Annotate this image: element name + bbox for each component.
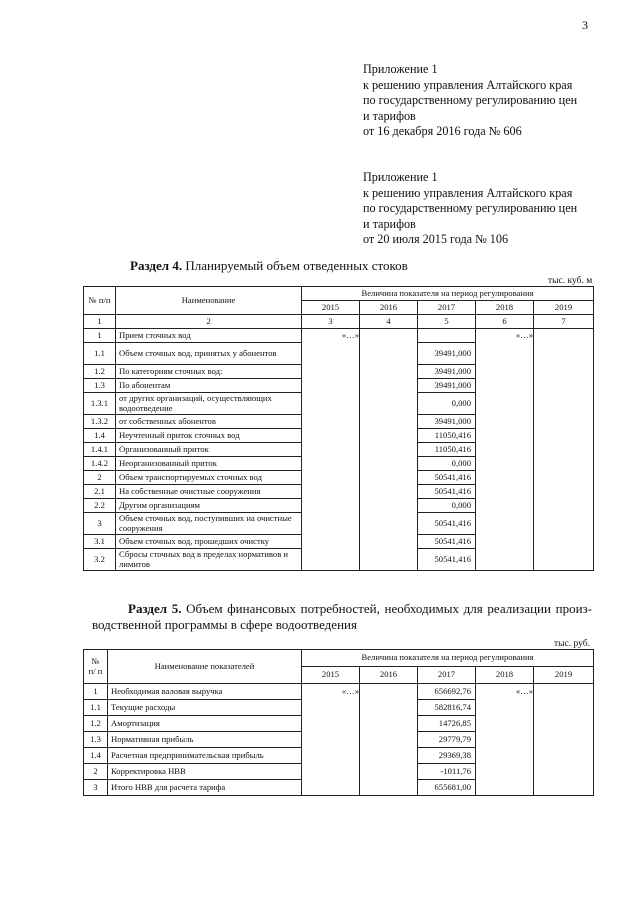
row-name: На собственные очистные сооружения (116, 485, 302, 499)
row-number: 2.1 (84, 485, 116, 499)
section4-table (83, 286, 594, 571)
table-row (84, 549, 594, 571)
header-year: 2019 (534, 301, 594, 315)
section4-label: Раздел 4. (130, 258, 183, 273)
col-number: 5 (418, 315, 476, 329)
row-number: 1 (84, 329, 116, 343)
row-name: Итого НВВ для расчета тарифа (108, 780, 302, 796)
row-name: По абонентам (116, 379, 302, 393)
col-number: 6 (476, 315, 534, 329)
header-year: 2018 (476, 301, 534, 315)
cell-2017: 11050,416 (418, 443, 476, 457)
header-name: Наименование (116, 287, 302, 315)
section5-units: тыс. руб. (554, 639, 590, 649)
row-number: 2 (84, 764, 108, 780)
row-name: Нормативная прибыль (108, 732, 302, 748)
cell-2015 (302, 716, 360, 732)
table-row (84, 535, 594, 549)
cell-2018: «…» (476, 684, 534, 700)
row-number: 3 (84, 513, 116, 535)
section5-heading (92, 601, 592, 633)
row-number: 3.2 (84, 549, 116, 571)
cell-2017: 50541,416 (418, 513, 476, 535)
cell-2015 (302, 764, 360, 780)
cell-2019 (534, 748, 594, 764)
cell-2016 (360, 485, 418, 499)
cell-2017: -1011,76 (418, 764, 476, 780)
row-name: Расчетная предпринимательская прибыль (108, 748, 302, 764)
header-year: 2016 (360, 667, 418, 684)
cell-2017: 50541,416 (418, 471, 476, 485)
cell-2018 (476, 485, 534, 499)
row-name: Сбросы сточных вод в пределах нормативов и лимитов (116, 549, 302, 571)
cell-2018 (476, 379, 534, 393)
cell-2015 (302, 748, 360, 764)
appendix-line: Приложение 1 (363, 62, 438, 76)
cell-2016 (360, 365, 418, 379)
cell-2016 (360, 429, 418, 443)
cell-2017: 50541,416 (418, 535, 476, 549)
table-row (84, 457, 594, 471)
cell-2015 (302, 499, 360, 513)
cell-2015 (302, 457, 360, 471)
appendix-line: Приложение 1 (363, 170, 438, 184)
appendix-line: по государственному регулированию цен (363, 93, 578, 107)
cell-2015 (302, 393, 360, 415)
row-name: Другим организациям (116, 499, 302, 513)
cell-2019 (534, 513, 594, 535)
cell-2017: 14726,85 (418, 716, 476, 732)
cell-2018 (476, 457, 534, 471)
cell-2018 (476, 429, 534, 443)
cell-2018 (476, 764, 534, 780)
row-name: Объем сточных вод, принятых у абонентов (116, 343, 302, 365)
cell-2018 (476, 365, 534, 379)
cell-2015 (302, 443, 360, 457)
row-name: Текущие расходы (108, 700, 302, 716)
page-number: 3 (582, 18, 588, 32)
cell-2016 (360, 499, 418, 513)
cell-2018 (476, 513, 534, 535)
row-number: 1.4.2 (84, 457, 116, 471)
cell-2018 (476, 732, 534, 748)
table-row (84, 499, 594, 513)
cell-2015 (302, 700, 360, 716)
cell-2017 (418, 329, 476, 343)
row-number: 2 (84, 471, 116, 485)
row-name: Объем сточных вод, прошедших очистку (116, 535, 302, 549)
row-number: 1 (84, 684, 108, 700)
table-row (84, 471, 594, 485)
table-row (84, 732, 594, 748)
row-number: 1.3 (84, 379, 116, 393)
table-row (84, 684, 594, 700)
cell-2016 (360, 379, 418, 393)
cell-2017: 29779,79 (418, 732, 476, 748)
header-group: Величина показателя на период регулирования (302, 287, 594, 301)
row-number: 2.2 (84, 499, 116, 513)
row-number: 1.2 (84, 365, 116, 379)
row-number: 3 (84, 780, 108, 796)
row-name: По категориям сточных вод: (116, 365, 302, 379)
cell-2019 (534, 343, 594, 365)
row-name: Корректировка НВВ (108, 764, 302, 780)
cell-2017: 29369,38 (418, 748, 476, 764)
cell-2018: «…» (476, 329, 534, 343)
table-row (84, 748, 594, 764)
appendix-block-2 (363, 170, 577, 248)
cell-2019 (534, 780, 594, 796)
col-number: 3 (302, 315, 360, 329)
cell-2015 (302, 429, 360, 443)
col-number: 2 (116, 315, 302, 329)
cell-2016 (360, 535, 418, 549)
table-row (84, 513, 594, 535)
row-name: Необходимая валовая выручка (108, 684, 302, 700)
cell-2016 (360, 780, 418, 796)
cell-2016 (360, 764, 418, 780)
cell-2015 (302, 732, 360, 748)
row-number: 3.1 (84, 535, 116, 549)
header-name: Наименование показателей (108, 650, 302, 684)
cell-2016 (360, 700, 418, 716)
cell-2017: 50541,416 (418, 485, 476, 499)
section4-title: Планируемый объем отведенных стоков (185, 258, 408, 273)
cell-2018 (476, 716, 534, 732)
cell-2016 (360, 415, 418, 429)
row-number: 1.4 (84, 748, 108, 764)
row-number: 1.3.1 (84, 393, 116, 415)
cell-2017: 0,000 (418, 457, 476, 471)
cell-2019 (534, 471, 594, 485)
row-name: Прием сточных вод (116, 329, 302, 343)
cell-2015 (302, 513, 360, 535)
row-name: от других организаций, осуществляющих водоотведение (116, 393, 302, 415)
row-number: 1.4 (84, 429, 116, 443)
cell-2018 (476, 700, 534, 716)
header-year: 2017 (418, 301, 476, 315)
row-name: от собственных абонентов (116, 415, 302, 429)
col-number: 4 (360, 315, 418, 329)
row-number: 1.1 (84, 343, 116, 365)
table-row (84, 329, 594, 343)
cell-2018 (476, 499, 534, 513)
cell-2015: «…» (302, 329, 360, 343)
cell-2016 (360, 393, 418, 415)
row-name: Неорганизованный приток (116, 457, 302, 471)
cell-2017: 50541,416 (418, 549, 476, 571)
table-row (84, 393, 594, 415)
cell-2018 (476, 535, 534, 549)
appendix-line: и тарифов (363, 216, 416, 231)
header-num: № п/ п (84, 650, 108, 684)
cell-2019 (534, 732, 594, 748)
row-number: 1.4.1 (84, 443, 116, 457)
cell-2017: 39491,000 (418, 379, 476, 393)
cell-2019 (534, 329, 594, 343)
cell-2017: 11050,416 (418, 429, 476, 443)
cell-2015 (302, 549, 360, 571)
cell-2017: 656692,76 (418, 684, 476, 700)
cell-2015: «…» (302, 684, 360, 700)
cell-2016 (360, 471, 418, 485)
cell-2016 (360, 329, 418, 343)
col-number: 1 (84, 315, 116, 329)
table-row (84, 716, 594, 732)
header-year: 2016 (360, 301, 418, 315)
cell-2018 (476, 780, 534, 796)
cell-2018 (476, 393, 534, 415)
cell-2016 (360, 549, 418, 571)
cell-2016 (360, 716, 418, 732)
header-year: 2015 (302, 667, 360, 684)
section4-units: тыс. куб. м (548, 276, 593, 286)
header-group: Величина показателя на период регулирования (302, 650, 594, 667)
cell-2017: 655681,00 (418, 780, 476, 796)
table-row (84, 429, 594, 443)
cell-2017: 39491,000 (418, 365, 476, 379)
cell-2015 (302, 415, 360, 429)
table-row (84, 415, 594, 429)
cell-2016 (360, 732, 418, 748)
cell-2019 (534, 499, 594, 513)
cell-2015 (302, 379, 360, 393)
appendix-line: от 20 июля 2015 года № 106 (363, 232, 509, 246)
cell-2015 (302, 343, 360, 365)
appendix-line: по государственному регулированию цен (363, 201, 578, 215)
table-row (84, 379, 594, 393)
appendix-block-1 (363, 62, 577, 140)
header-year: 2019 (534, 667, 594, 684)
cell-2019 (534, 457, 594, 471)
header-year: 2015 (302, 301, 360, 315)
cell-2017: 0,000 (418, 499, 476, 513)
cell-2019 (534, 379, 594, 393)
table-row (84, 764, 594, 780)
cell-2016 (360, 513, 418, 535)
cell-2016 (360, 748, 418, 764)
table-row (84, 700, 594, 716)
table-row (84, 343, 594, 365)
cell-2019 (534, 549, 594, 571)
cell-2019 (534, 764, 594, 780)
cell-2017: 39491,000 (418, 415, 476, 429)
cell-2015 (302, 535, 360, 549)
cell-2015 (302, 365, 360, 379)
cell-2016 (360, 457, 418, 471)
table-row (84, 780, 594, 796)
cell-2018 (476, 748, 534, 764)
row-number: 1.3.2 (84, 415, 116, 429)
header-year: 2017 (418, 667, 476, 684)
appendix-line: и тарифов (363, 108, 416, 123)
cell-2015 (302, 471, 360, 485)
row-name: Организованный приток (116, 443, 302, 457)
appendix-line: к решению управления Алтайского края (363, 77, 573, 92)
cell-2019 (534, 716, 594, 732)
cell-2019 (534, 535, 594, 549)
table-row (84, 485, 594, 499)
cell-2019 (534, 429, 594, 443)
cell-2018 (476, 415, 534, 429)
table-row (84, 443, 594, 457)
row-name: Объем транспортируемых сточных вод (116, 471, 302, 485)
appendix-line: к решению управления Алтайского края (363, 185, 573, 200)
cell-2018 (476, 549, 534, 571)
cell-2016 (360, 343, 418, 365)
row-name: Объем сточных вод, поступивших на очистные сооружения (116, 513, 302, 535)
cell-2018 (476, 471, 534, 485)
section5-title-line1: Объем финансовых потребностей, необходимых для реализации произ- (186, 601, 593, 616)
cell-2019 (534, 393, 594, 415)
cell-2018 (476, 443, 534, 457)
header-year: 2018 (476, 667, 534, 684)
table-row (84, 365, 594, 379)
cell-2019 (534, 700, 594, 716)
cell-2016 (360, 443, 418, 457)
cell-2019 (534, 365, 594, 379)
col-number: 7 (534, 315, 594, 329)
cell-2019 (534, 485, 594, 499)
row-name: Амортизация (108, 716, 302, 732)
row-number: 1.2 (84, 716, 108, 732)
row-number: 1.1 (84, 700, 108, 716)
header-num: № п/п (84, 287, 116, 315)
cell-2018 (476, 343, 534, 365)
cell-2019 (534, 443, 594, 457)
cell-2017: 39491,000 (418, 343, 476, 365)
cell-2019 (534, 415, 594, 429)
cell-2015 (302, 485, 360, 499)
row-number: 1.3 (84, 732, 108, 748)
cell-2019 (534, 684, 594, 700)
row-name: Неучтенный приток сточных вод (116, 429, 302, 443)
cell-2016 (360, 684, 418, 700)
cell-2017: 0,000 (418, 393, 476, 415)
appendix-line: от 16 декабря 2016 года № 606 (363, 124, 522, 138)
cell-2015 (302, 780, 360, 796)
section5-table (83, 649, 594, 796)
section5-title-line2: водственной программы в сфере водоотведения (92, 617, 357, 632)
section4-heading (130, 258, 408, 274)
section5-label: Раздел 5. (128, 601, 182, 616)
cell-2017: 582816,74 (418, 700, 476, 716)
